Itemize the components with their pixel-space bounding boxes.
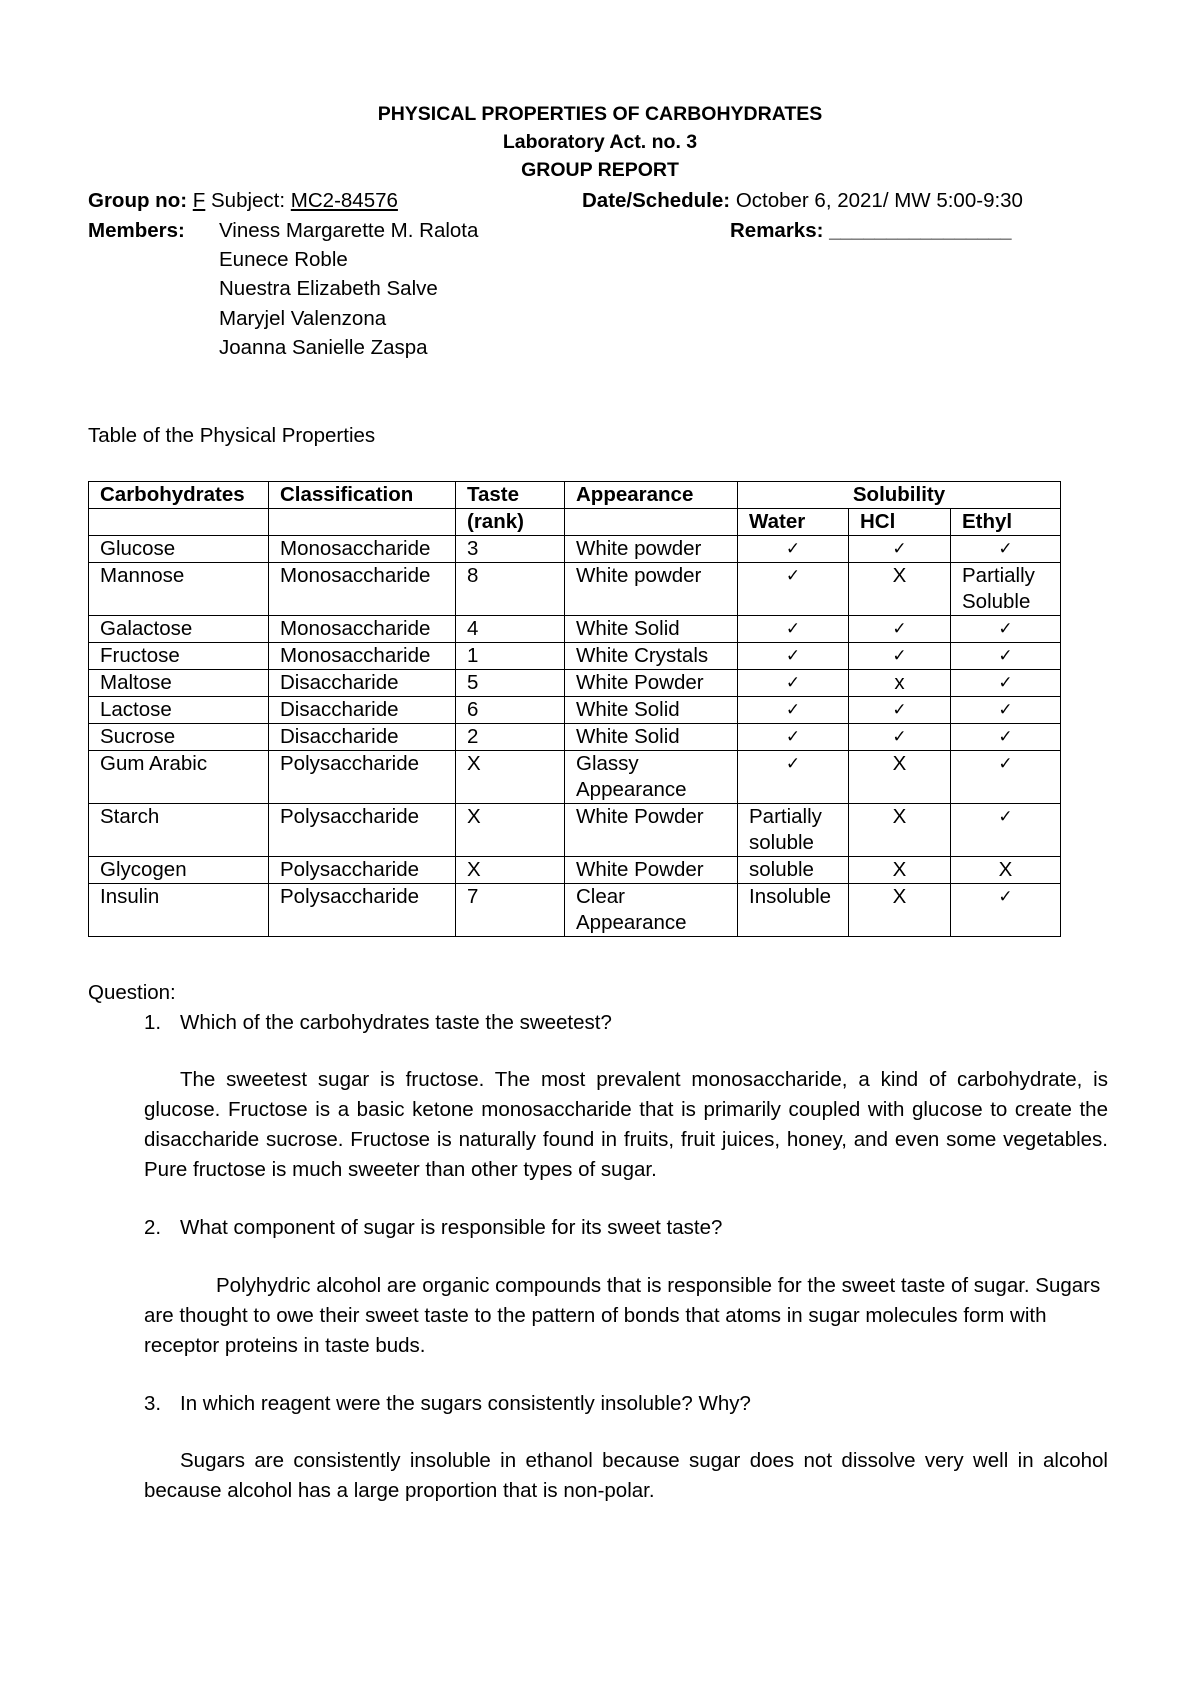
table-row	[89, 616, 1061, 643]
header-carbohydrates: Carbohydrates	[89, 482, 269, 509]
header-classification: Classification	[269, 482, 456, 509]
cell-water: ✓	[738, 697, 849, 724]
cell-carbohydrate: Glucose	[89, 536, 269, 563]
table-row	[89, 804, 1061, 857]
question-text: What component of sugar is responsible for its sweet taste?	[180, 1216, 723, 1239]
cell-appearance: Clear Appearance	[565, 884, 738, 937]
subheader-empty	[565, 509, 738, 536]
cell-ethyl: ✓	[951, 804, 1061, 857]
cell-classification: Disaccharide	[269, 670, 456, 697]
cell-appearance: White Powder	[565, 804, 738, 857]
cell-appearance: White Solid	[565, 724, 738, 751]
document-title: PHYSICAL PROPERTIES OF CARBOHYDRATES	[377, 103, 823, 125]
cell-water: ✓	[738, 536, 849, 563]
remarks	[730, 219, 1012, 244]
table-row	[89, 857, 1061, 884]
table-header-row	[89, 482, 1061, 509]
header-taste: Taste	[456, 482, 565, 509]
cell-taste-rank: X	[456, 857, 565, 884]
cell-water: ✓	[738, 724, 849, 751]
remarks-line: ________________	[829, 219, 1012, 242]
cell-carbohydrate: Mannose	[89, 563, 269, 616]
subheader-empty	[269, 509, 456, 536]
table-row	[89, 563, 1061, 616]
cell-hcl: X	[849, 751, 951, 804]
date-value: October 6, 2021/ MW 5:00-9:30	[735, 189, 1023, 212]
cell-appearance: White Powder	[565, 857, 738, 884]
member-name: Maryjel Valenzona	[219, 307, 387, 330]
cell-water: Partially soluble	[738, 804, 849, 857]
question-number: 2.	[144, 1216, 162, 1239]
question-number: 3.	[144, 1392, 162, 1415]
subheader-empty	[89, 509, 269, 536]
table-row	[89, 697, 1061, 724]
cell-taste-rank: X	[456, 751, 565, 804]
header-taste-rank: (rank)	[456, 509, 565, 536]
header-solubility: Solubility	[738, 482, 1061, 509]
cell-carbohydrate: Gum Arabic	[89, 751, 269, 804]
cell-ethyl: ✓	[951, 884, 1061, 937]
subject-label: Subject:	[211, 189, 286, 212]
cell-taste-rank: 8	[456, 563, 565, 616]
document-subtitle: Laboratory Act. no. 3	[502, 131, 698, 153]
cell-carbohydrate: Galactose	[89, 616, 269, 643]
answer-paragraph: Polyhydric alcohol are organic compounds that is responsible for the sweet taste of sugar. Sugars are thought to owe their sweet taste to the pattern of bonds that atoms in sugar molecules form with receptor proteins in taste buds.	[144, 1274, 1101, 1357]
member-name: Viness Margarette M. Ralota	[219, 219, 479, 242]
cell-water: ✓	[738, 563, 849, 616]
cell-water: soluble	[738, 857, 849, 884]
cell-taste-rank: 3	[456, 536, 565, 563]
cell-taste-rank: 7	[456, 884, 565, 937]
cell-carbohydrate: Glycogen	[89, 857, 269, 884]
answer-paragraph: Sugars are consistently insoluble in ethanol because sugar does not dissolve very well in alcohol because alcohol has a large proportion that is non-polar.	[144, 1449, 1108, 1502]
cell-ethyl: ✓	[951, 724, 1061, 751]
cell-hcl: ✓	[849, 697, 951, 724]
cell-hcl: ✓	[849, 536, 951, 563]
table-row	[89, 643, 1061, 670]
questions-label: Question:	[88, 981, 176, 1004]
cell-ethyl: ✓	[951, 697, 1061, 724]
cell-ethyl: X	[951, 857, 1061, 884]
cell-hcl: x	[849, 670, 951, 697]
cell-hcl: X	[849, 857, 951, 884]
properties-table	[88, 481, 1061, 937]
cell-ethyl: Partially Soluble	[951, 563, 1061, 616]
member-name: Nuestra Elizabeth Salve	[219, 277, 438, 300]
table-row	[89, 884, 1061, 937]
cell-hcl: X	[849, 804, 951, 857]
cell-ethyl: ✓	[951, 616, 1061, 643]
header-water: Water	[738, 509, 849, 536]
cell-appearance: Glassy Appearance	[565, 751, 738, 804]
cell-classification: Polysaccharide	[269, 884, 456, 937]
table-caption: Table of the Physical Properties	[88, 424, 376, 447]
cell-carbohydrate: Lactose	[89, 697, 269, 724]
cell-classification: Polysaccharide	[269, 857, 456, 884]
date-label: Date/Schedule:	[582, 189, 731, 212]
cell-hcl: ✓	[849, 616, 951, 643]
cell-classification: Disaccharide	[269, 697, 456, 724]
member-name: Joanna Sanielle Zaspa	[219, 336, 428, 359]
question-text: In which reagent were the sugars consistently insoluble? Why?	[180, 1392, 751, 1415]
cell-taste-rank: 2	[456, 724, 565, 751]
group-value: F	[192, 189, 206, 212]
table-subheader-row	[89, 509, 1061, 536]
cell-classification: Monosaccharide	[269, 563, 456, 616]
cell-classification: Polysaccharide	[269, 751, 456, 804]
question-number: 1.	[144, 1011, 162, 1034]
cell-hcl: ✓	[849, 724, 951, 751]
group-label: Group no:	[88, 189, 188, 212]
header-ethyl: Ethyl	[951, 509, 1061, 536]
members-label: Members:	[88, 219, 185, 242]
cell-classification: Monosaccharide	[269, 643, 456, 670]
cell-ethyl: ✓	[951, 751, 1061, 804]
cell-appearance: White Solid	[565, 616, 738, 643]
cell-carbohydrate: Fructose	[89, 643, 269, 670]
cell-classification: Monosaccharide	[269, 536, 456, 563]
answer-paragraph: The sweetest sugar is fructose. The most prevalent monosaccharide, a kind of carbohydrate, is glucose. Fructose is a basic ketone monosaccharide that is primarily coupled with glucose to create the disaccharide sucrose. Fructose is naturally found in fruits, fruit juices, honey, and even some vegetables. Pure fructose is much sweeter than other types of sugar.	[144, 1068, 1108, 1181]
cell-carbohydrate: Insulin	[89, 884, 269, 937]
cell-taste-rank: 5	[456, 670, 565, 697]
cell-hcl: ✓	[849, 643, 951, 670]
table-row	[89, 536, 1061, 563]
report-type: GROUP REPORT	[521, 159, 679, 181]
cell-classification: Polysaccharide	[269, 804, 456, 857]
header-hcl: HCl	[849, 509, 951, 536]
cell-appearance: White powder	[565, 563, 738, 616]
group-info	[88, 189, 398, 214]
cell-ethyl: ✓	[951, 643, 1061, 670]
member-name: Eunece Roble	[219, 248, 348, 271]
cell-carbohydrate: Sucrose	[89, 724, 269, 751]
cell-classification: Disaccharide	[269, 724, 456, 751]
cell-taste-rank: 6	[456, 697, 565, 724]
cell-appearance: White powder	[565, 536, 738, 563]
subject-value: MC2-84576	[290, 189, 398, 212]
cell-ethyl: ✓	[951, 670, 1061, 697]
cell-water: ✓	[738, 751, 849, 804]
date-info	[582, 189, 1023, 214]
cell-carbohydrate: Maltose	[89, 670, 269, 697]
cell-appearance: White Crystals	[565, 643, 738, 670]
cell-ethyl: ✓	[951, 536, 1061, 563]
table-row	[89, 751, 1061, 804]
cell-water: ✓	[738, 670, 849, 697]
cell-water: Insoluble	[738, 884, 849, 937]
question-text: Which of the carbohydrates taste the sweetest?	[180, 1011, 612, 1034]
cell-taste-rank: 4	[456, 616, 565, 643]
cell-hcl: X	[849, 563, 951, 616]
cell-classification: Monosaccharide	[269, 616, 456, 643]
cell-water: ✓	[738, 616, 849, 643]
cell-taste-rank: 1	[456, 643, 565, 670]
remarks-label: Remarks:	[730, 219, 824, 242]
cell-appearance: White Powder	[565, 670, 738, 697]
cell-taste-rank: X	[456, 804, 565, 857]
table-row	[89, 724, 1061, 751]
cell-carbohydrate: Starch	[89, 804, 269, 857]
cell-appearance: White Solid	[565, 697, 738, 724]
cell-water: ✓	[738, 643, 849, 670]
header-appearance: Appearance	[565, 482, 738, 509]
cell-hcl: X	[849, 884, 951, 937]
table-row	[89, 670, 1061, 697]
